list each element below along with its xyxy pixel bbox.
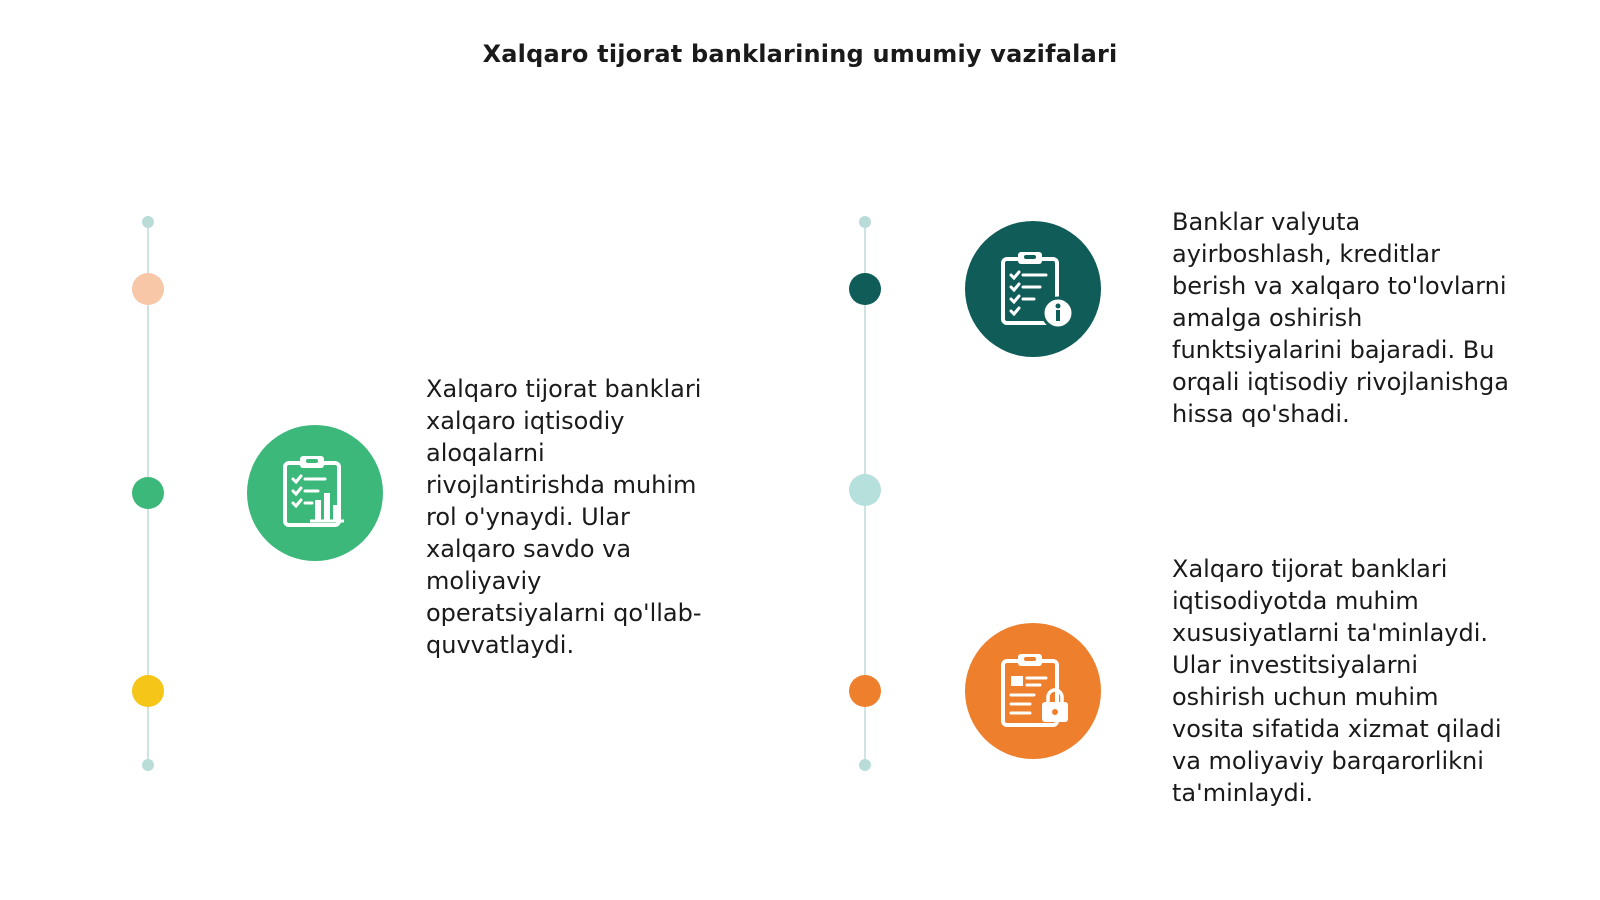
description-text-3: Xalqaro tijorat banklari iqtisodiyotda muhim xususiyatlarni ta'minlaydi. Ular investitsiyalarni oshirish uchun muhim vosita sifatida xizmat qiladi va moliyaviy barqarorlikni ta'minlaydi.: [1172, 555, 1502, 807]
description-text-1: Xalqaro tijorat banklari xalqaro iqtisodiy aloqalarni rivojlantirishda muhim rol o'ynaydi. Ular xalqaro savdo va moliyaviy operatsiyalarni qo'llab- quvvatlaydi.: [426, 375, 702, 659]
right-timeline: [849, 216, 881, 771]
clipboard-chart-icon: [247, 425, 383, 561]
right-timeline-end-cap: [859, 759, 871, 771]
left-timeline: [132, 216, 164, 771]
clipboard-lock-icon: [965, 623, 1101, 759]
right-timeline-start-cap: [859, 216, 871, 228]
page-title: Xalqaro tijorat banklarining umumiy vazifalari: [482, 40, 1118, 68]
clipboard-info-icon: [965, 221, 1101, 357]
right-timeline-dot-1: [849, 273, 881, 305]
description-text-2: Banklar valyuta ayirboshlash, kreditlar berish va xalqaro to'lovlarni amalga oshirish funktsiyalarini bajaradi. Bu orqali iqtisodiy rivojlanishga hissa qo'shadi.: [1172, 208, 1509, 428]
left-timeline-dot-3: [132, 675, 164, 707]
left-timeline-start-cap: [142, 216, 154, 228]
right-timeline-dot-2: [849, 474, 881, 506]
left-timeline-dot-1: [132, 273, 164, 305]
right-timeline-dot-3: [849, 675, 881, 707]
left-timeline-dot-2: [132, 477, 164, 509]
left-timeline-end-cap: [142, 759, 154, 771]
